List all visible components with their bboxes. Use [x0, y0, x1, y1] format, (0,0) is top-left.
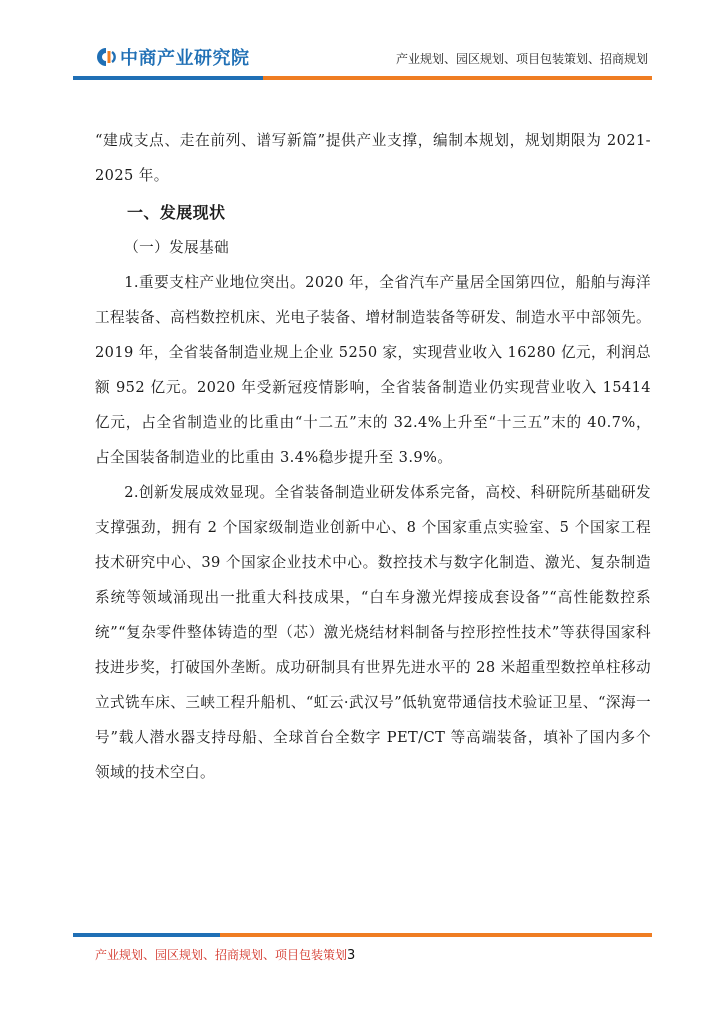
zhongshang-logo-icon	[95, 46, 117, 68]
document-body	[95, 123, 651, 790]
logo	[95, 42, 250, 72]
subsection-heading: （一）发展基础	[124, 239, 230, 256]
footer-divider-orange	[220, 933, 652, 937]
logo-text: 中商产业研究院	[120, 48, 250, 69]
footer-tagline: 产业规划、园区规划、招商规划、项目包装策划	[95, 948, 348, 962]
page-number: 3	[347, 948, 356, 963]
header-tagline: 产业规划、园区规划、项目包装策划、招商规划	[395, 52, 648, 66]
footer-divider-blue	[73, 933, 220, 937]
header-divider-blue	[73, 76, 263, 80]
page-footer	[95, 946, 355, 963]
page-header	[0, 0, 724, 82]
header-divider-orange	[263, 76, 652, 80]
paragraph-1: 1.重要支柱产业地位突出。2020 年，全省汽车产量居全国第四位，船舶与海洋工程装备、高档数控机床、光电子装备、增材制造装备等研发、制造水平中部领先。2019 年，全省装备制造业规上企业 5250 家，实现营业收入 16280 亿元，利润总额 952 亿元。2020 年受新冠疫情影响，全省装备制造业仍实现营业收入 15414 亿元，占全省制造业的比重由“十二五”末的 32.4%上升至“十三五”末的 40.7%，占全国装备制造业的比重由 3.4%稳步提升至 3.9%。	[95, 274, 651, 466]
paragraph-2: 2.创新发展成效显现。全省装备制造业研发体系完备，高校、科研院所基础研发支撑强劲，拥有 2 个国家级制造业创新中心、8 个国家重点实验室、5 个国家工程技术研究中心、39 个国家企业技术中心。数控技术与数字化制造、激光、复杂制造系统等领域涌现出一批重大科技成果，“白车身激光焊接成套设备”“高性能数控系统”“复杂零件整体铸造的型（芯）激光烧结材料制备与控形控性技术”等获得国家科技进步奖，打破国外垄断。成功研制具有世界先进水平的 28 米超重型数控单柱移动立式铣车床、三峡工程升船机、“虹云·武汉号”低轨宽带通信技术验证卫星、“深海一号”载人潜水器支持母船、全球首台全数字 PET/CT 等高端装备，填补了国内多个领域的技术空白。	[95, 484, 651, 781]
section-heading: 一、发展现状	[127, 203, 226, 222]
paragraph-intro: “建成支点、走在前列、谱写新篇”提供产业支撑，编制本规划，规划期限为 2021-2025 年。	[95, 132, 651, 184]
